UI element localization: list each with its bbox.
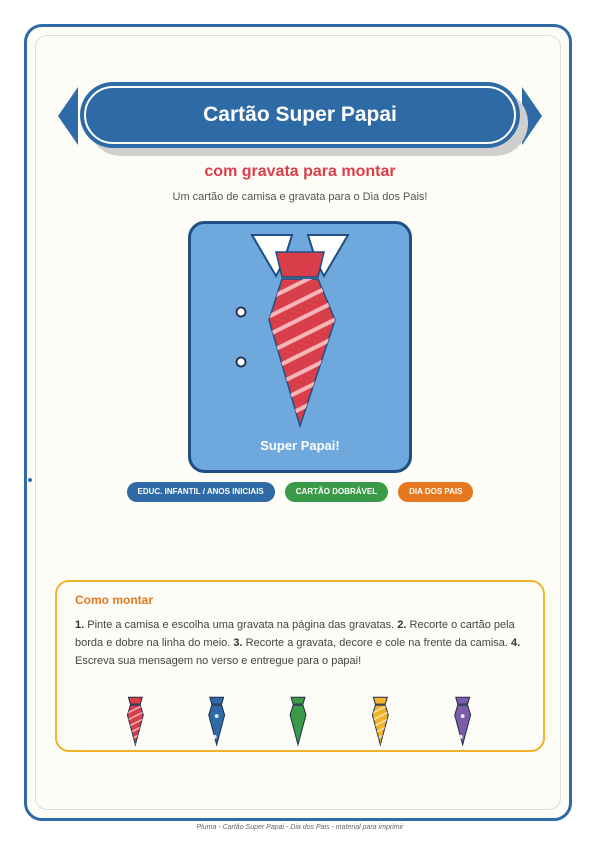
- shirt-button: [237, 358, 246, 367]
- title-banner: [58, 82, 542, 154]
- tie-icon-green-plain: [290, 697, 306, 745]
- step-number: 2.: [397, 619, 407, 631]
- card-label: Super Papai!: [260, 438, 340, 453]
- footer-note: Pluma - Cartão Super Papai - Dia dos Pais - material para imprimir: [196, 824, 404, 831]
- step-text: Escreva sua mensagem no verso e entregue para o papai!: [75, 655, 362, 667]
- step-text: Pinte a camisa e escolha uma gravata na página das gravatas.: [87, 619, 395, 631]
- page-title: Cartão Super Papai: [203, 103, 397, 126]
- tie-icon-blue-dots: [209, 697, 225, 745]
- instructions-box: [55, 580, 545, 752]
- step-number: 1.: [75, 619, 85, 631]
- page-subtitle: com gravata para montar: [204, 163, 396, 180]
- instructions-title: Como montar: [75, 593, 153, 607]
- ribbon-left-tail: [58, 87, 78, 145]
- page-description: Um cartão de camisa e gravata para o Dia dos Pais!: [172, 191, 428, 203]
- tag-occasion: DIA DOS PAIS: [398, 482, 473, 502]
- tie-icon-red-stripes: [125, 697, 145, 748]
- step-text: Recorte a gravata, decore e cole na frente da camisa.: [245, 637, 508, 649]
- shirt-button: [237, 308, 246, 317]
- step-text: Recorte o cartão pela borda e dobre na linha do meio.: [75, 619, 515, 649]
- step-number: 3.: [233, 637, 243, 649]
- tag-list: [0, 482, 600, 502]
- tag-format: CARTÃO DOBRÁVEL: [285, 482, 388, 502]
- tie-icon-purple-dots: [455, 697, 471, 745]
- shirt-card-illustration: [188, 221, 412, 473]
- tie-icon-yellow-stripes: [370, 697, 390, 748]
- tag-level: EDUC. INFANTIL / ANOS INICIAIS: [127, 482, 275, 502]
- tie-options-row: [57, 696, 543, 748]
- tie-knot: [276, 252, 324, 277]
- step-number: 4.: [511, 637, 521, 649]
- instructions-text: [75, 616, 535, 670]
- banner-body: [80, 82, 520, 148]
